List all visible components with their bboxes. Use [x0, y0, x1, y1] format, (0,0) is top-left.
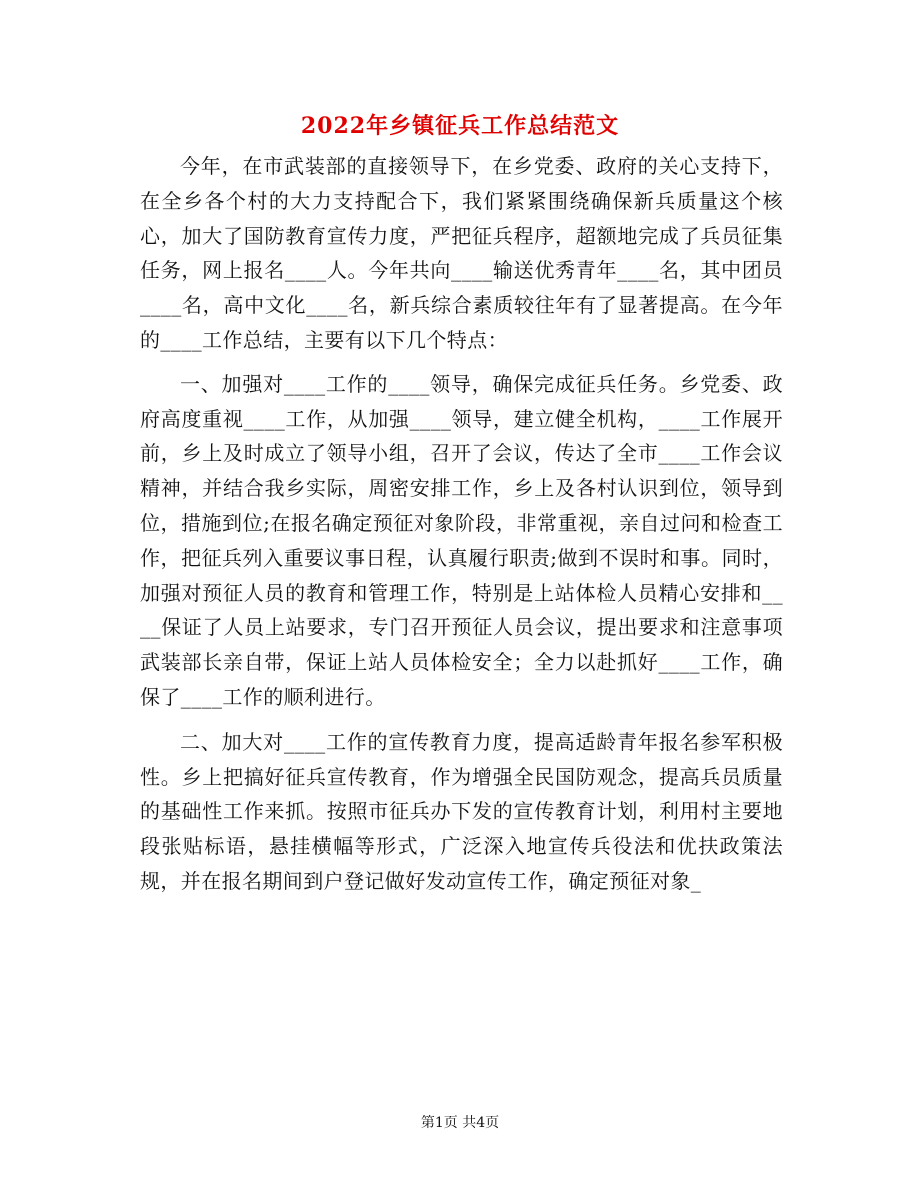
paragraph-section-2: 二、加大对____工作的宣传教育力度，提高适龄青年报名参军积极性。乡上把搞好征兵宣传教育，作为增强全民国防观念，提高兵员质量的基础性工作来抓。按照市征兵办下发的宣传教育计划，利用村主要地段张贴标语，悬挂横幅等形式，广泛深入地宣传兵役法和优扶政策法规，并在报名期间到户登记做好发动宣传工作，确定预征对象_ [140, 729, 783, 893]
paragraph-section-1: 一、加强对____工作的____领导，确保完成征兵任务。乡党委、政府高度重视____工作，从加强____领导，建立健全机构，____工作展开前，乡上及时成立了领导小组，召开了会议，传达了全市____工作会议精神，并结合我乡实际，周密安排工作，乡上及各村认识到位，领导到位，措施到位;在报名确定预征对象阶段，非常重视，亲自过问和检查工作，把征兵列入重要议事日程，认真履行职责;做到不误时和事。同时，加强对预征人员的教育和管理工作，特别是上站体检人员精心安排和____保证了人员上站要求，专门召开预征人员会议，提出要求和注意事项武装部长亲自带，保证上站人员体检安全；全力以赴抓好____工作，确保了____工作的顺利进行。 [140, 371, 783, 709]
page-number: 第1页 共4页 [420, 1115, 500, 1131]
document-title: 2022年乡镇征兵工作总结范文 [300, 113, 620, 139]
paragraph-intro: 今年，在市武装部的直接领导下，在乡党委、政府的关心支持下，在全乡各个村的大力支持配合下，我们紧紧围绕确保新兵质量这个核心，加大了国防教育宣传力度，严把征兵程序，超额地完成了兵员征集任务，网上报名____人。今年共向____输送优秀青年____名，其中团员____名，高中文化____名，新兵综合素质较往年有了显著提高。在今年的____工作总结，主要有以下几个特点： [140, 154, 783, 352]
document-body [140, 149, 783, 899]
